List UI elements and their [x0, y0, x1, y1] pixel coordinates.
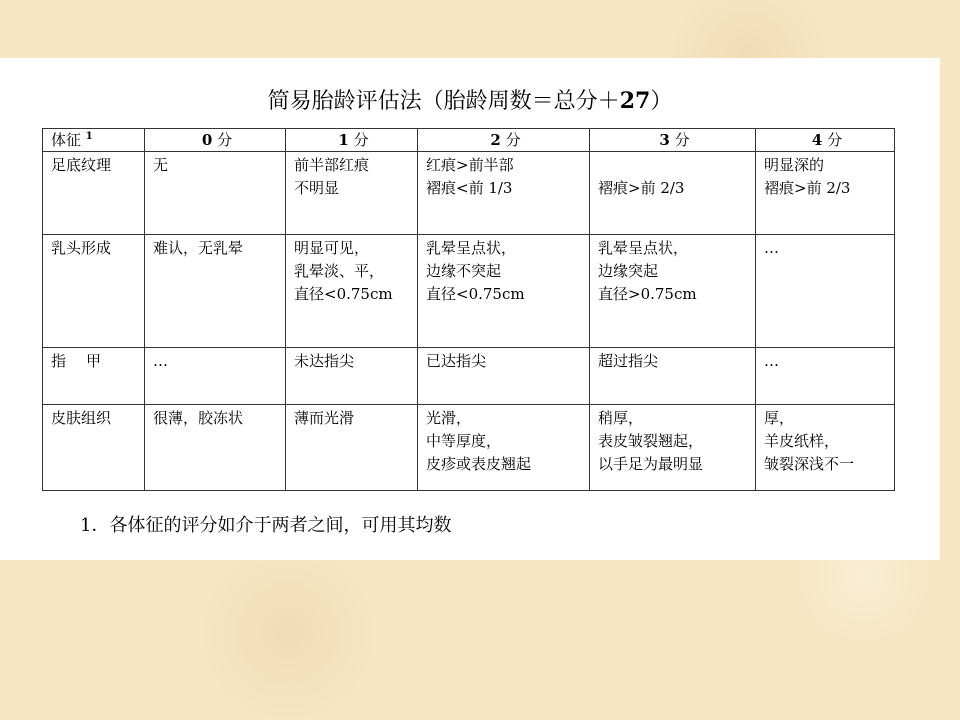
cell-line: 乳晕呈点状， — [426, 239, 517, 257]
header-score-3-unit: 分 — [669, 131, 690, 149]
table-header-row — [43, 129, 895, 152]
header-score-3-num: 3 — [659, 131, 670, 149]
cell-skin-1 — [286, 405, 418, 491]
cell-line: 明显深的 — [764, 156, 825, 174]
header-feature — [43, 129, 145, 152]
cell-skin-0 — [145, 405, 286, 491]
header-feature-note: 1 — [85, 131, 93, 142]
header-score-0 — [145, 129, 286, 152]
cell-nails-1 — [286, 348, 418, 405]
page-title — [190, 86, 750, 117]
cell-line: 稍厚， — [598, 409, 644, 427]
table-row-nails — [43, 348, 895, 405]
cell-nipple-1 — [286, 235, 418, 348]
header-score-2 — [418, 129, 590, 152]
cell-line: 直径<0.75cm — [294, 285, 393, 303]
header-score-2-num: 2 — [490, 131, 501, 149]
cell-line: 直径<0.75cm — [426, 285, 525, 303]
cell-skin-2 — [418, 405, 590, 491]
header-score-1-num: 1 — [338, 131, 349, 149]
cell-nipple-0 — [145, 235, 286, 348]
feature-nails: 指甲 — [43, 348, 145, 405]
cell-line: 超过指尖 — [598, 352, 659, 370]
slide-content-panel — [0, 58, 940, 560]
cell-nipple-3 — [590, 235, 756, 348]
cell-sole-0 — [145, 152, 286, 235]
cell-line: 褶痕<前 1/3 — [426, 179, 513, 197]
cell-line: 直径>0.75cm — [598, 285, 697, 303]
header-score-2-unit: 分 — [500, 131, 521, 149]
cell-line: 羊皮纸样， — [764, 432, 840, 450]
cell-nipple-4 — [756, 235, 895, 348]
feature-sole-creases: 足底纹理 — [43, 152, 145, 235]
header-score-1 — [286, 129, 418, 152]
header-score-0-num: 0 — [201, 131, 213, 149]
title-number: 27 — [619, 88, 651, 114]
header-score-4-num: 4 — [811, 131, 823, 149]
cell-line: 无 — [153, 156, 169, 174]
cell-nails-0 — [145, 348, 286, 405]
cell-line: 厚， — [764, 409, 795, 427]
cell-line: 光滑， — [426, 409, 472, 427]
cell-line: 皮疹或表皮翘起 — [426, 455, 532, 473]
cell-line: 前半部红痕 — [294, 156, 370, 174]
cell-skin-3 — [590, 405, 756, 491]
cell-line: … — [153, 352, 168, 370]
cell-sole-3 — [590, 152, 756, 235]
header-score-4-unit: 分 — [822, 131, 843, 149]
cell-line: 以手足为最明显 — [598, 455, 704, 473]
cell-sole-2 — [418, 152, 590, 235]
header-feature-label: 体征 — [51, 131, 82, 149]
cell-line: 难认，无乳晕 — [153, 239, 244, 257]
cell-line: 乳晕淡、平， — [294, 262, 385, 280]
table-row-sole-creases — [43, 152, 895, 235]
cell-sole-1 — [286, 152, 418, 235]
header-score-4 — [756, 129, 895, 152]
cell-line: 中等厚度， — [426, 432, 502, 450]
feature-nipple-formation: 乳头形成 — [43, 235, 145, 348]
cell-line: 褶痕>前 2/3 — [598, 179, 685, 197]
cell-nails-2 — [418, 348, 590, 405]
table-row-nipple-formation — [43, 235, 895, 348]
header-score-3 — [590, 129, 756, 152]
cell-line: 未达指尖 — [294, 352, 355, 370]
cell-line: 红痕>前半部 — [426, 156, 514, 174]
cell-line: 乳晕呈点状， — [598, 239, 689, 257]
gestational-age-score-table — [42, 128, 895, 491]
cell-line: 皱裂深浅不一 — [764, 455, 855, 473]
title-text: 简易胎龄评估法（胎龄周数＝总分＋ — [267, 89, 620, 114]
feature-skin-texture: 皮肤组织 — [43, 405, 145, 491]
cell-line: 褶痕>前 2/3 — [764, 179, 851, 197]
table-row-skin-texture — [43, 405, 895, 491]
cell-line: 边缘不突起 — [426, 262, 502, 280]
cell-nails-4 — [756, 348, 895, 405]
cell-line: 表皮皱裂翘起， — [598, 432, 704, 450]
cell-line: 薄而光滑 — [294, 409, 355, 427]
footnote: 1．各体征的评分如介于两者之间，可用其均数 — [80, 515, 452, 536]
cell-line: 明显可见， — [294, 239, 370, 257]
cell-line: 已达指尖 — [426, 352, 487, 370]
cell-line: 很薄，胶冻状 — [153, 409, 244, 427]
cell-sole-4 — [756, 152, 895, 235]
cell-spacer — [598, 154, 751, 177]
cell-nails-3 — [590, 348, 756, 405]
cell-nipple-2 — [418, 235, 590, 348]
header-score-0-unit: 分 — [212, 131, 233, 149]
cell-skin-4 — [756, 405, 895, 491]
title-close: ） — [650, 89, 673, 114]
cell-line: … — [764, 352, 779, 370]
cell-line: … — [764, 239, 779, 257]
cell-line: 不明显 — [294, 179, 340, 197]
header-score-1-unit: 分 — [348, 131, 369, 149]
cell-line: 边缘突起 — [598, 262, 659, 280]
